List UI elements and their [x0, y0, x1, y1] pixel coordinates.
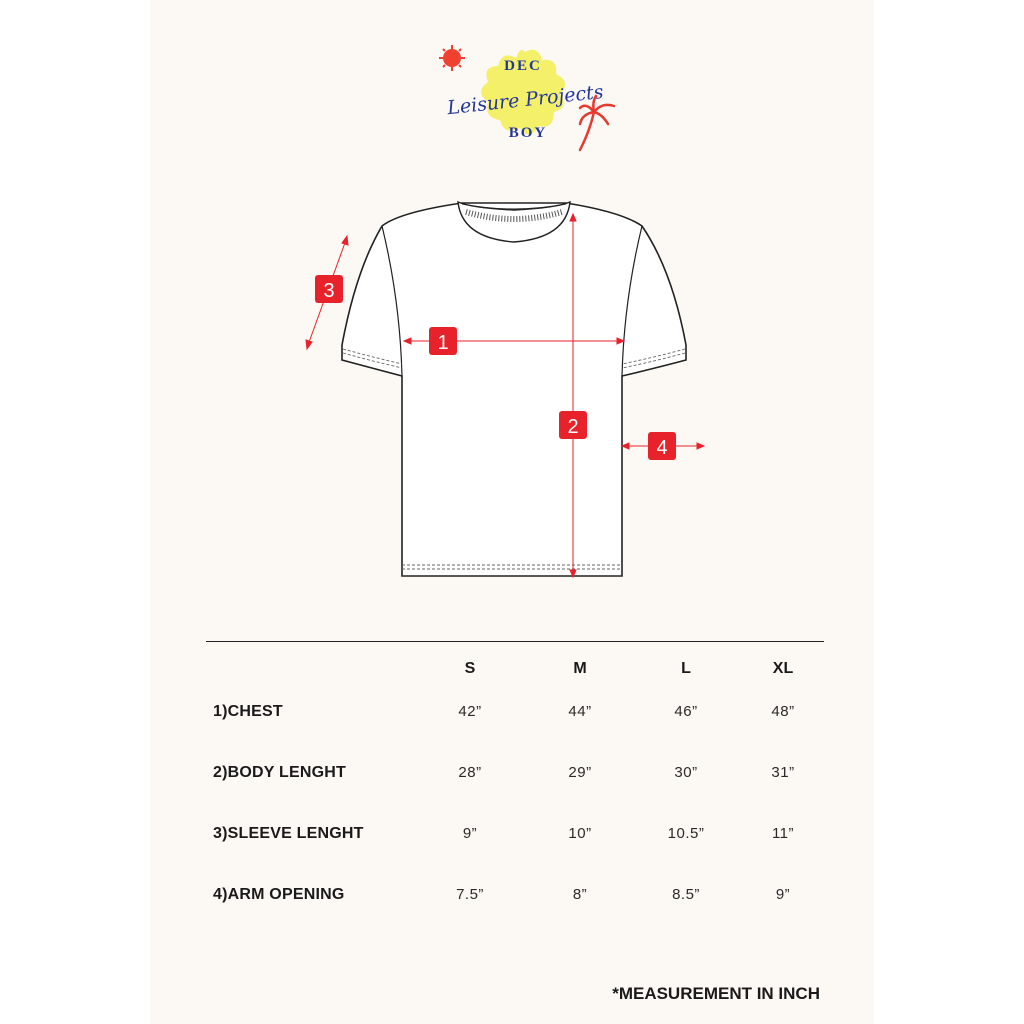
table-cell: 44” [568, 703, 592, 720]
table-cell: 10” [568, 825, 592, 842]
marker-3 [315, 275, 343, 303]
marker-4 [648, 432, 676, 460]
table-cell: 8.5” [672, 886, 700, 903]
row-label-chest: 1)CHEST [213, 703, 283, 720]
svg-text:2: 2 [567, 416, 579, 438]
logo-script-text: Leisure Projects [446, 80, 605, 120]
marker-2 [559, 411, 587, 439]
svg-text:1: 1 [437, 332, 449, 354]
row-label-body-length: 2)BODY LENGHT [213, 764, 346, 781]
sun-icon [443, 49, 461, 67]
table-cell: 42” [458, 703, 482, 720]
brand-logo [430, 40, 620, 160]
table-cell: 7.5” [456, 886, 484, 903]
marker-1 [429, 327, 457, 355]
logo-bottom-word: BOY [508, 125, 548, 141]
size-header-m: M [573, 660, 587, 677]
table-cell: 46” [674, 703, 698, 720]
table-cell: 9” [775, 886, 791, 903]
table-cell: 9” [462, 825, 478, 842]
measurement-footnote: *MEASUREMENT IN INCH [612, 984, 820, 1003]
table-cell: 8” [572, 886, 588, 903]
tshirt-diagram [290, 185, 730, 595]
size-header-s: S [464, 660, 476, 677]
table-cell: 31” [771, 764, 795, 781]
row-label-sleeve-length: 3)SLEEVE LENGHT [213, 825, 364, 842]
size-header-l: L [681, 660, 691, 677]
row-label-arm-opening: 4)ARM OPENING [213, 886, 345, 903]
table-cell: 10.5” [667, 825, 705, 842]
table-cell: 11” [771, 825, 795, 842]
logo-top-word: DEC [504, 58, 542, 74]
table-cell: 30” [674, 764, 698, 781]
table-divider [206, 641, 824, 642]
table-cell: 29” [568, 764, 592, 781]
table-cell: 48” [771, 703, 795, 720]
size-header-xl: XL [772, 660, 794, 677]
svg-text:3: 3 [323, 280, 335, 302]
table-cell: 28” [458, 764, 482, 781]
svg-text:4: 4 [656, 437, 668, 459]
